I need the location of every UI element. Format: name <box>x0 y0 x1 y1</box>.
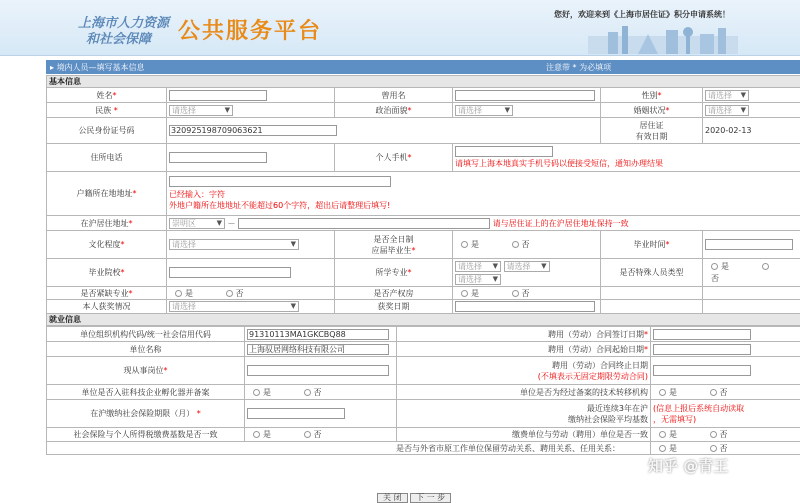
marital-select[interactable]: 请选择 ▼ <box>705 105 749 116</box>
major-select-1[interactable]: 请选择 ▼ <box>455 261 501 272</box>
tax-match-no-label: 否 <box>314 430 322 439</box>
same-unit-no-radio[interactable] <box>710 431 717 438</box>
tax-match-no-radio[interactable] <box>304 431 311 438</box>
contract-sign-label: 聘用（劳动）合同签订日期* <box>397 327 651 342</box>
former-name-label: 曾用名 <box>335 88 453 103</box>
award-date-label: 获奖日期 <box>335 300 453 314</box>
social-months-input[interactable] <box>247 408 345 419</box>
fulltime-no-radio[interactable] <box>512 241 519 248</box>
special-no-label: 否 <box>711 274 719 283</box>
company-input[interactable]: 上海驭居网络科技有限公司 <box>247 344 389 355</box>
award-label: 本人获奖情况 <box>47 300 167 314</box>
id-number-input[interactable]: 320925198709063621 <box>169 125 337 136</box>
hukou-address-label: 户籍所在地地址* <box>47 172 167 216</box>
logo-platform-title: 公共服务平台 <box>178 14 322 45</box>
graduation-date-input[interactable] <box>705 239 793 250</box>
tech-transfer-yes-label: 是 <box>669 388 677 397</box>
contract-sign-input[interactable] <box>653 329 751 340</box>
city-skyline-icon <box>588 22 738 54</box>
contract-start-label: 聘用（劳动）合同起始日期* <box>397 342 651 357</box>
gender-label: 性别* <box>601 88 703 103</box>
chevron-down-icon: ▼ <box>541 262 546 271</box>
avg-base-label: 最近连续3年在沪 缴纳社会保险平均基数 <box>397 400 651 428</box>
other-relation-yes-label: 是 <box>669 444 677 453</box>
other-relation-no-label: 否 <box>720 444 728 453</box>
required-note: 注意带 * 为必填项 <box>546 62 611 73</box>
property-yes-radio[interactable] <box>461 290 468 297</box>
same-unit-label: 缴费单位与劳动（聘用）单位是否一致 <box>397 428 651 442</box>
chevron-down-icon: ▼ <box>741 91 746 100</box>
contract-end-label: 聘用（劳动）合同终止日期 (不填表示无固定期限劳动合同) <box>397 357 651 385</box>
chevron-down-icon: ▼ <box>741 106 746 115</box>
address-dash: － <box>228 219 236 228</box>
permit-date-label: 居住证 有效日期 <box>601 118 703 144</box>
award-date-input[interactable] <box>455 301 595 312</box>
graduation-label: 毕业时间* <box>601 231 703 259</box>
tax-match-yes-label: 是 <box>263 430 271 439</box>
logo-text-line2: 和社会保障 <box>86 28 151 47</box>
hukou-char-count: 已经输入：字符 <box>169 189 798 200</box>
tech-transfer-no-label: 否 <box>720 388 728 397</box>
breadcrumb: ▸ 境内人员—填写基本信息 <box>50 62 145 73</box>
position-label: 现从事岗位* <box>47 357 245 385</box>
fulltime-yes-label: 是 <box>471 240 479 249</box>
org-code-label: 单位组织机构代码/统一社会信用代码 <box>47 327 245 342</box>
education-label: 文化程度* <box>47 231 167 259</box>
zhihu-logo-icon <box>618 455 640 475</box>
mobile-hint: 请填写上海本地真实手机号码以便接受短信，通知办理结果 <box>455 159 663 168</box>
property-yes-label: 是 <box>471 289 479 298</box>
chevron-down-icon: ▼ <box>493 262 498 271</box>
tech-transfer-label: 单位是否为经过备案的技术转移机构 <box>397 385 651 400</box>
hukou-address-input[interactable] <box>169 176 391 187</box>
major-label: 所学专业* <box>335 259 453 287</box>
incubator-yes-label: 是 <box>263 388 271 397</box>
other-relation-label: 是否与外省市原工作单位保留劳动关系、聘用关系、任用关系： <box>47 442 651 455</box>
major-select-3[interactable]: 请选择 ▼ <box>455 274 501 285</box>
logo-text-line1: 上海市人力资源 <box>78 12 169 31</box>
name-label: 姓名* <box>47 88 167 103</box>
fulltime-no-label: 否 <box>522 240 530 249</box>
same-unit-yes-radio[interactable] <box>659 431 666 438</box>
special-type-label: 是否特殊人员类型 <box>601 259 703 287</box>
shortage-yes-label: 是 <box>185 289 193 298</box>
chevron-down-icon: ▼ <box>291 240 296 249</box>
school-label: 毕业院校* <box>47 259 167 287</box>
permit-date-value: 2020-02-13 <box>703 118 800 144</box>
application-form <box>46 75 800 455</box>
award-select[interactable]: 请选择 ▼ <box>169 301 299 312</box>
other-relation-no-radio[interactable] <box>710 445 717 452</box>
mobile-input[interactable] <box>455 146 553 157</box>
mobile-label: 个人手机* <box>335 144 453 172</box>
watermark-text: 知乎 @青王 <box>648 455 728 476</box>
company-label: 单位名称 <box>47 342 245 357</box>
political-select[interactable]: 请选择 ▼ <box>455 105 513 116</box>
school-input[interactable] <box>169 267 291 278</box>
other-relation-yes-radio[interactable] <box>659 445 666 452</box>
incubator-no-label: 否 <box>314 388 322 397</box>
sh-address-input[interactable] <box>238 218 490 229</box>
marital-label: 婚姻状况* <box>601 103 703 118</box>
incubator-no-radio[interactable] <box>304 389 311 396</box>
next-step-button[interactable]: 下 一 步 <box>410 493 451 503</box>
gender-select[interactable]: 请选择 ▼ <box>705 90 749 101</box>
close-button[interactable]: 关 闭 <box>377 493 408 503</box>
same-unit-yes-label: 是 <box>669 430 677 439</box>
fulltime-yes-radio[interactable] <box>461 241 468 248</box>
property-label: 是否产权房 <box>335 287 453 300</box>
form-buttons <box>377 493 451 503</box>
shortage-yes-radio[interactable] <box>175 290 182 297</box>
ethnic-select[interactable]: 请选择 ▼ <box>169 105 233 116</box>
same-unit-no-label: 否 <box>720 430 728 439</box>
shortage-no-label: 否 <box>236 289 244 298</box>
district-select[interactable]: 崇明区 ▼ <box>169 218 225 229</box>
property-no-label: 否 <box>522 289 530 298</box>
tech-transfer-no-radio[interactable] <box>710 389 717 396</box>
special-yes-radio[interactable] <box>711 263 718 270</box>
major-select-2[interactable]: 请选择 ▼ <box>504 261 550 272</box>
social-months-label: 在沪缴纳社会保险期限（月） * <box>47 400 245 428</box>
special-no-radio[interactable] <box>762 263 769 270</box>
site-header <box>0 0 800 56</box>
ethnic-label: 民族 * <box>47 103 167 118</box>
tax-match-yes-radio[interactable] <box>253 431 260 438</box>
education-select[interactable]: 请选择 ▼ <box>169 239 299 250</box>
incubator-label: 单位是否入驻科技企业孵化器并备案 <box>47 385 245 400</box>
page-nav-bar <box>46 60 800 74</box>
political-label: 政治面貌* <box>335 103 453 118</box>
former-name-input[interactable] <box>455 90 595 101</box>
tax-match-label: 社会保险与个人所得税缴费基数是否一致 <box>47 428 245 442</box>
chevron-down-icon: ▼ <box>493 275 498 284</box>
home-phone-label: 住所电话 <box>47 144 167 172</box>
org-code-input[interactable]: 91310113MA1GKCBQ88 <box>247 329 389 340</box>
section-employment-info: 就业信息 <box>47 314 800 326</box>
chevron-down-icon: ▼ <box>217 219 222 228</box>
chevron-down-icon: ▼ <box>291 302 296 311</box>
tech-transfer-yes-radio[interactable] <box>659 389 666 396</box>
welcome-text: 您好，欢迎来到《上海市居住证》积分申请系统！ <box>554 9 730 20</box>
sh-address-hint: 请与居住证上的在沪居住地址保持一致 <box>493 219 629 228</box>
chevron-down-icon: ▼ <box>225 106 230 115</box>
id-number-label: 公民身份证号码 <box>47 118 167 144</box>
sh-address-label: 在沪居住地址* <box>47 216 167 231</box>
position-input[interactable] <box>247 365 389 376</box>
avg-base-hint: (信息上报后系统自动读取 ，无需填写) <box>651 400 800 428</box>
name-input[interactable] <box>169 90 267 101</box>
fulltime-grad-label: 是否全日制 应届毕业生* <box>335 231 453 259</box>
contract-end-input[interactable] <box>653 365 751 376</box>
shortage-no-radio[interactable] <box>226 290 233 297</box>
incubator-yes-radio[interactable] <box>253 389 260 396</box>
shortage-major-label: 是否紧缺专业* <box>47 287 167 300</box>
chevron-down-icon: ▼ <box>505 106 510 115</box>
section-basic-info: 基本信息 <box>47 76 800 88</box>
home-phone-input[interactable] <box>169 152 267 163</box>
contract-start-input[interactable] <box>653 344 751 355</box>
property-no-radio[interactable] <box>512 290 519 297</box>
hukou-hint: 外地户籍所在地地址不能超过60个字符，超出后请整理后填写! <box>169 200 798 211</box>
special-yes-label: 是 <box>721 262 729 271</box>
